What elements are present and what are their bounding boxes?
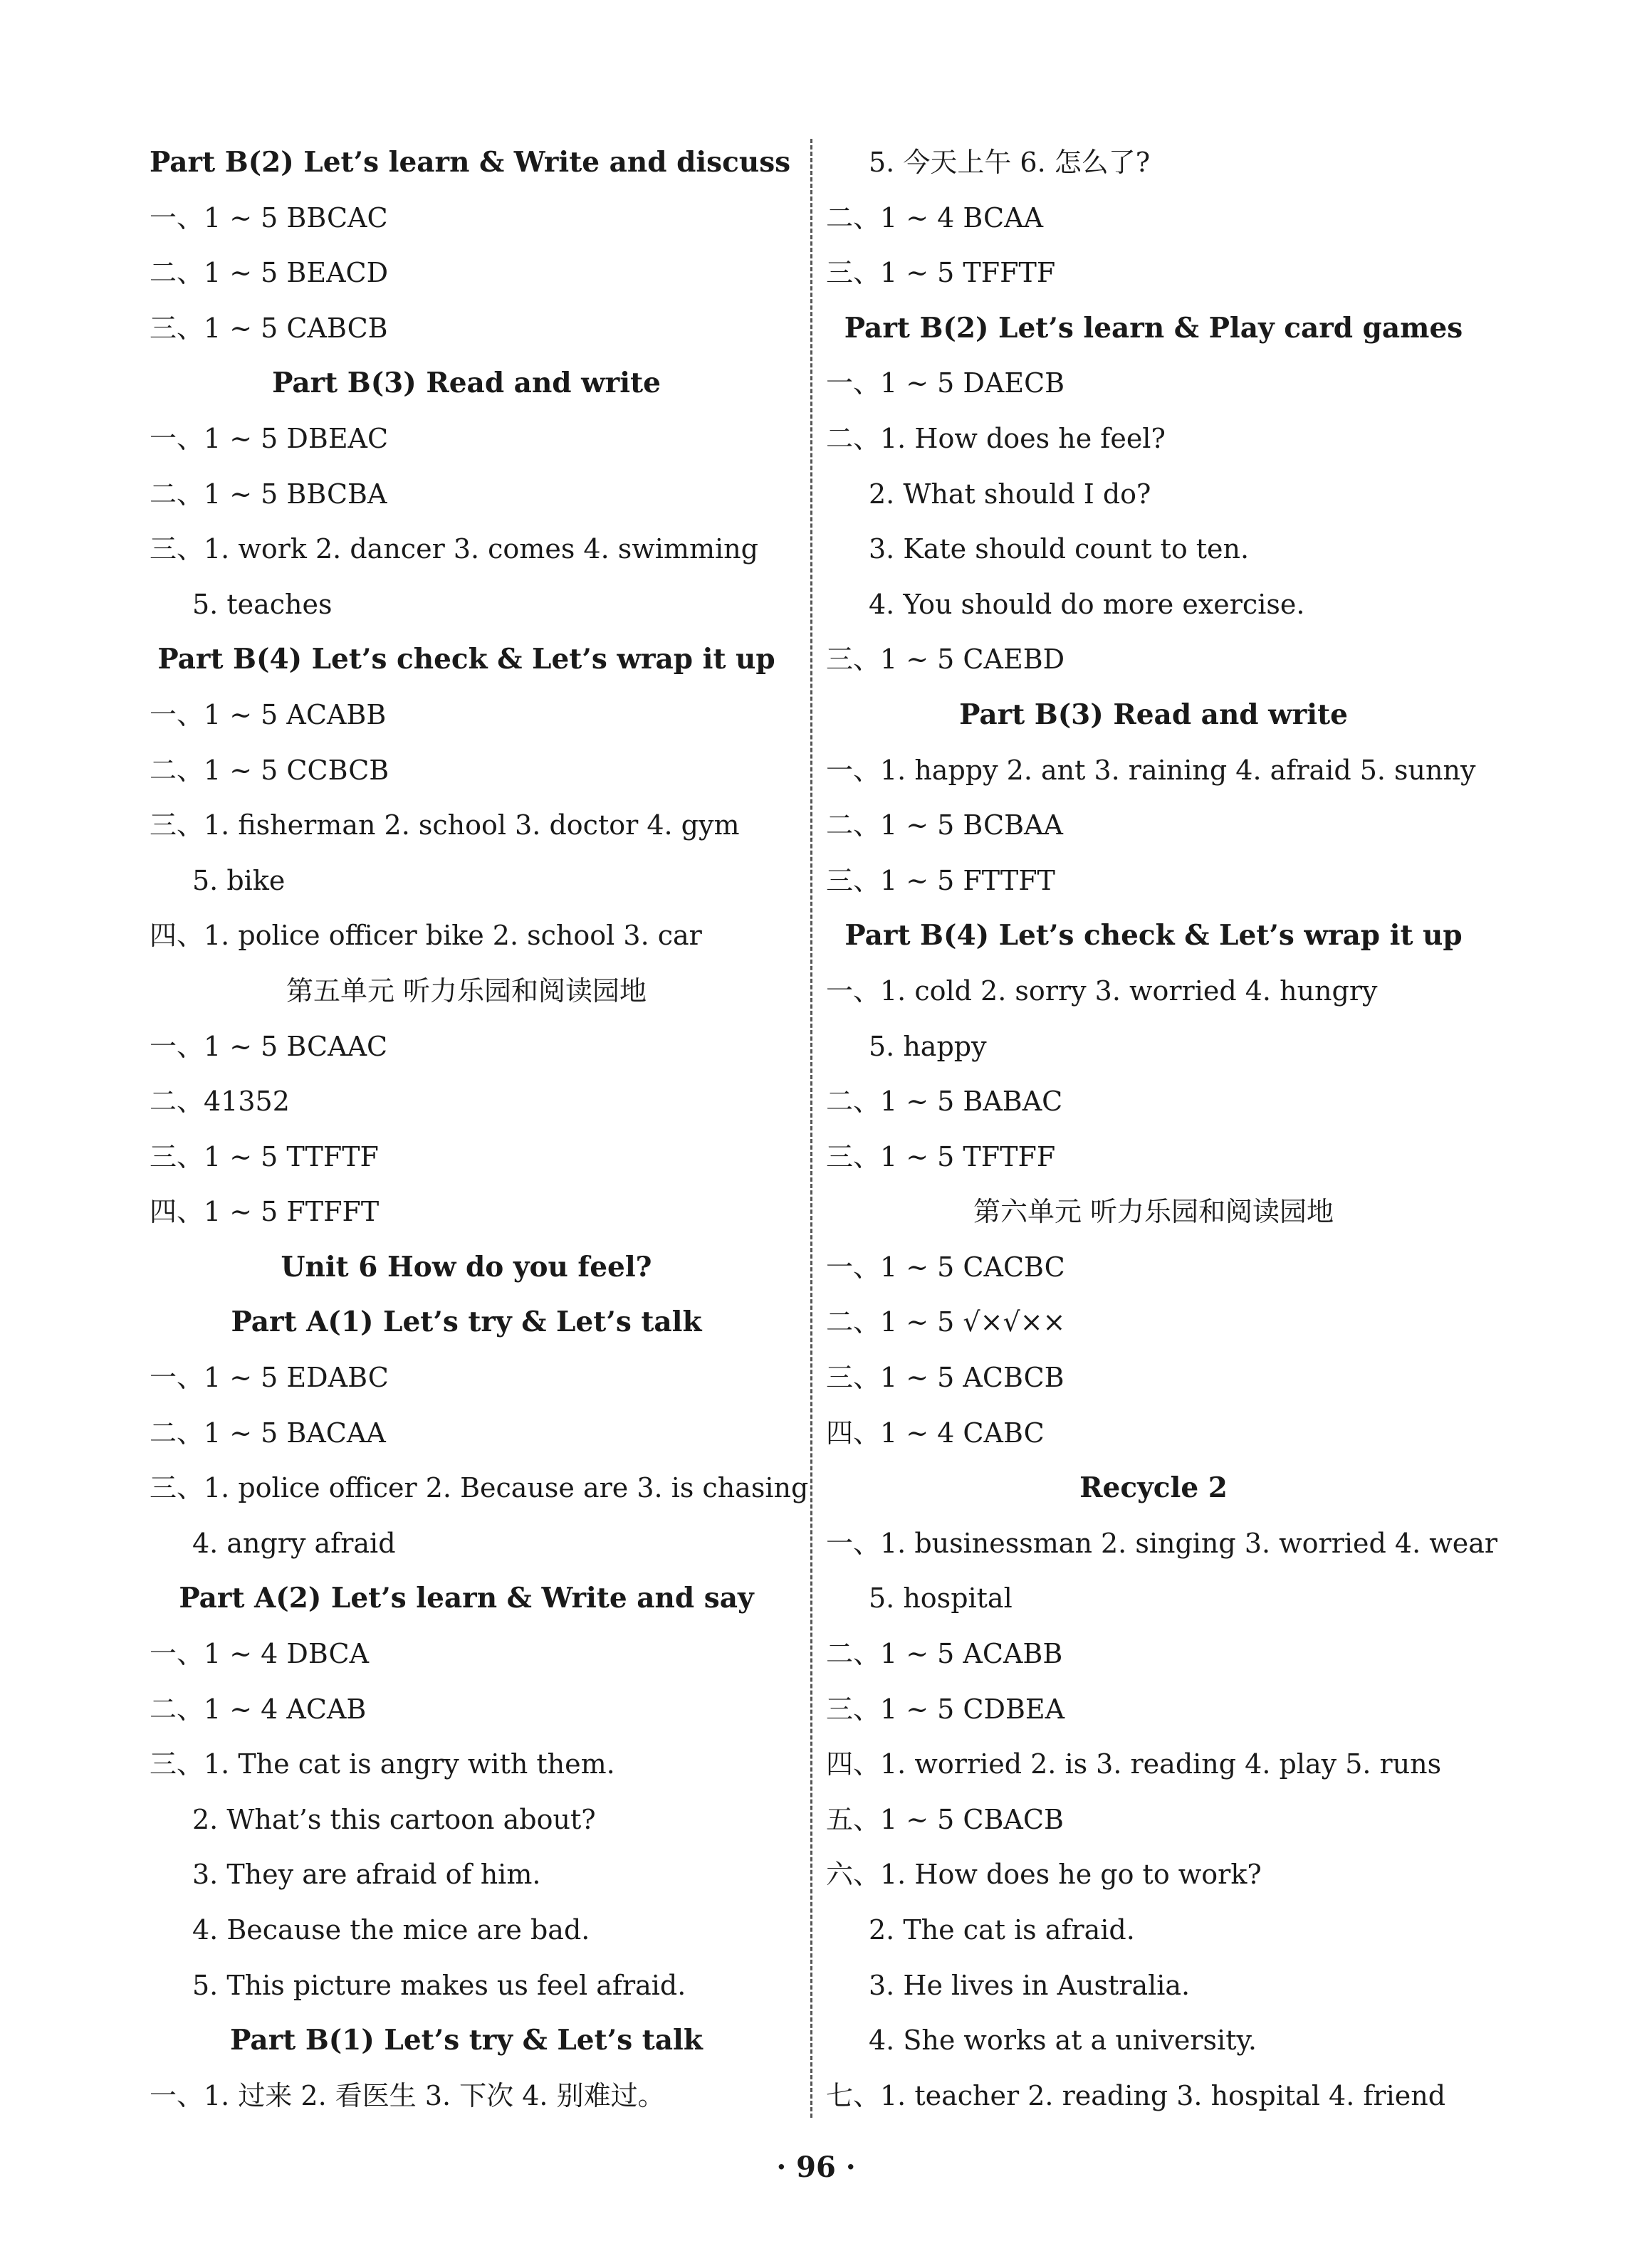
answer-line: 一、1. cold 2. sorry 3. worried 4. hungry: [826, 975, 1378, 1007]
answer-line-continued: 5. hospital: [869, 1582, 1013, 1615]
answer-line-continued: 3. He lives in Australia.: [869, 1969, 1191, 2001]
answer-line-continued: 2. The cat is afraid.: [869, 1914, 1135, 1946]
answer-line: 三、1 ~ 5 CDBEA: [826, 1693, 1065, 1725]
answer-line: 二、1 ~ 5 BACAA: [150, 1417, 386, 1449]
section-heading: Part B(4) Let’s check & Let’s wrap it up: [844, 919, 1463, 952]
answer-line-continued: 5. teaches: [192, 588, 333, 620]
section-heading: Part B(2) Let’s learn & Play card games: [844, 311, 1463, 345]
answer-line-continued: 4. You should do more exercise.: [869, 588, 1305, 620]
answer-line: 六、1. How does he go to work?: [826, 1859, 1262, 1891]
answer-line: 三、1 ~ 5 FTTFT: [826, 864, 1055, 896]
answer-line-continued: 2. What’s this cartoon about?: [192, 1803, 596, 1835]
answer-line: 四、1. worried 2. is 3. reading 4. play 5. runs: [826, 1748, 1442, 1780]
answer-line-continued: 5. happy: [869, 1030, 987, 1062]
answer-line-continued: 4. angry afraid: [192, 1527, 396, 1559]
section-heading: Unit 6 How do you feel?: [281, 1250, 652, 1283]
answer-line: 七、1. teacher 2. reading 3. hospital 4. friend: [826, 2079, 1446, 2111]
answer-line: 二、1 ~ 5 BEACD: [150, 257, 389, 289]
answer-line: 二、1 ~ 5 √×√××: [826, 1306, 1066, 1338]
section-heading: 第五单元 听力乐园和阅读园地: [286, 975, 647, 1007]
answer-line: 三、1 ~ 5 ACBCB: [826, 1362, 1065, 1394]
answer-line: 一、1 ~ 5 BBCAC: [150, 201, 388, 233]
section-heading: Part B(3) Read and write: [272, 367, 661, 400]
answer-line: 一、1 ~ 5 ACABB: [150, 698, 387, 730]
column-divider: [810, 139, 812, 2118]
answer-line: 五、1 ~ 5 CBACB: [826, 1803, 1064, 1835]
answer-line-continued: 4. She works at a university.: [869, 2025, 1257, 2057]
answer-line: 二、1 ~ 5 BBCBA: [150, 478, 387, 510]
answer-line: 三、1 ~ 5 CABCB: [150, 312, 388, 344]
answer-line: 一、1 ~ 5 DAECB: [826, 367, 1065, 399]
section-heading: 第六单元 听力乐园和阅读园地: [973, 1196, 1334, 1228]
section-heading: Part B(1) Let’s try & Let’s talk: [230, 2024, 703, 2057]
answer-line: 二、1 ~ 5 ACABB: [826, 1638, 1063, 1670]
section-heading: Part A(1) Let’s try & Let’s talk: [231, 1306, 702, 1339]
answer-line: 一、1. 过来 2. 看医生 3. 下次 4. 别难过。: [150, 2079, 665, 2111]
answer-line: 三、1. work 2. dancer 3. comes 4. swimming: [150, 533, 758, 565]
section-heading: Recycle 2: [1079, 1471, 1228, 1505]
answer-line: 二、41352: [150, 1086, 290, 1118]
answer-line: 二、1 ~ 4 ACAB: [150, 1693, 367, 1725]
answer-line: 二、1 ~ 5 BABAC: [826, 1086, 1063, 1118]
section-heading: Part B(4) Let’s check & Let’s wrap it up: [157, 643, 775, 676]
answer-line: 三、1. The cat is angry with them.: [150, 1748, 615, 1780]
answer-line: 一、1 ~ 5 CACBC: [826, 1251, 1065, 1283]
answer-line-continued: 5. bike: [192, 864, 286, 896]
answer-line: 三、1. police officer 2. Because are 3. is chasing: [150, 1472, 809, 1504]
section-heading: Part A(2) Let’s learn & Write and say: [179, 1582, 754, 1615]
answer-line: 三、1 ~ 5 TTFTF: [150, 1140, 379, 1172]
answer-line: 二、1 ~ 5 BCBAA: [826, 809, 1063, 841]
answer-line: 一、1 ~ 5 EDABC: [150, 1362, 389, 1394]
answer-line-continued: 3. Kate should count to ten.: [869, 533, 1250, 565]
section-heading: Part B(3) Read and write: [959, 698, 1348, 731]
answer-line: 三、1 ~ 5 TFTFF: [826, 1140, 1056, 1172]
answer-line: 一、1. happy 2. ant 3. raining 4. afraid 5. sunny: [826, 754, 1476, 786]
page-number: · 96 ·: [776, 2151, 856, 2184]
answer-line: 三、1. fisherman 2. school 3. doctor 4. gym: [150, 809, 740, 841]
answer-line-continued: 4. Because the mice are bad.: [192, 1914, 590, 1946]
answer-line: 二、1. How does he feel?: [826, 422, 1166, 454]
answer-line: 四、1. police officer bike 2. school 3. car: [150, 920, 702, 952]
answer-line: 四、1 ~ 4 CABC: [826, 1417, 1045, 1449]
answer-line: 一、1 ~ 5 DBEAC: [150, 422, 389, 454]
answer-line-continued: 3. They are afraid of him.: [192, 1859, 541, 1891]
answer-line: 三、1 ~ 5 TFFTF: [826, 257, 1056, 289]
answer-line: 二、1 ~ 4 BCAA: [826, 201, 1044, 233]
left-answer-column: [150, 135, 809, 2123]
section-heading: Part B(2) Let’s learn & Write and discuss: [150, 146, 791, 179]
answer-line: 四、1 ~ 5 FTFFT: [150, 1196, 380, 1228]
answer-line: 一、1. businessman 2. singing 3. worried 4. wear: [826, 1527, 1498, 1559]
answer-line-continued: 2. What should I do?: [869, 478, 1151, 510]
answer-line: 一、1 ~ 4 DBCA: [150, 1638, 370, 1670]
answer-line: 三、1 ~ 5 CAEBD: [826, 644, 1065, 676]
answer-line: 一、1 ~ 5 BCAAC: [150, 1030, 388, 1062]
answer-line-continued: 5. 今天上午 6. 怎么了?: [869, 147, 1151, 178]
right-answer-column: [826, 135, 1498, 2123]
answer-line: 二、1 ~ 5 CCBCB: [150, 754, 389, 786]
answer-line-continued: 5. This picture makes us feel afraid.: [192, 1969, 686, 2001]
